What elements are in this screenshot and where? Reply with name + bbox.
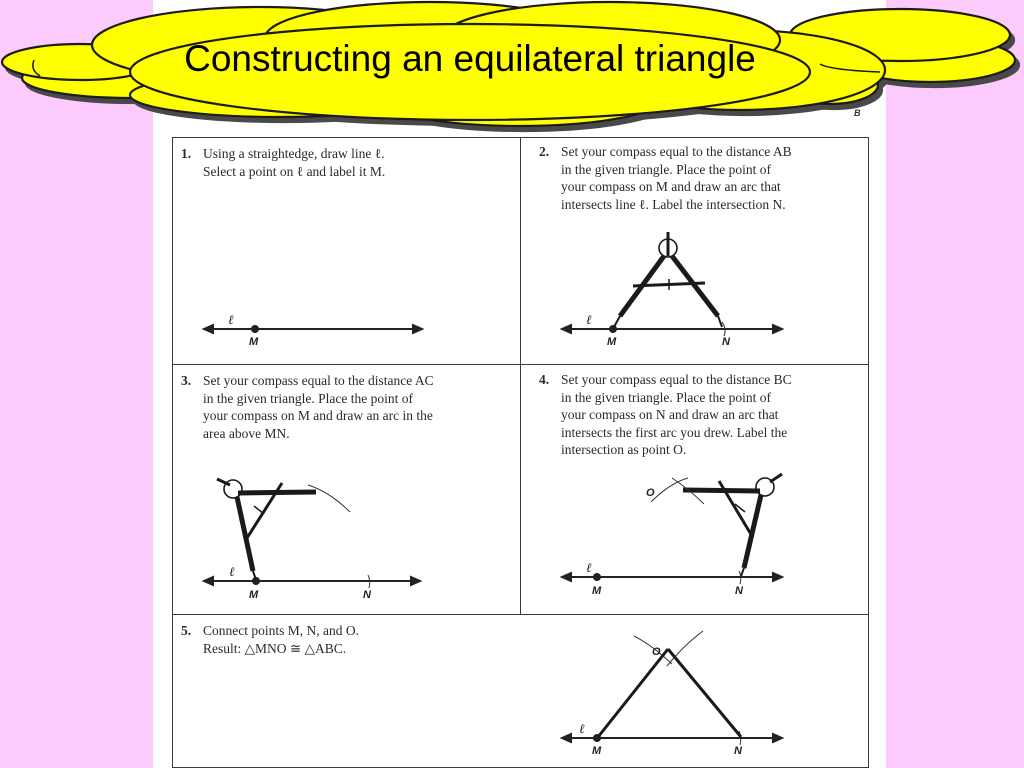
label-m: M [592,585,602,597]
step-4-number: 4. [539,372,550,387]
label-o: O [646,487,655,499]
arrow-left-icon [204,325,213,333]
label-l: ℓ [228,312,234,327]
arrow-left-icon [562,734,571,742]
arrow-right-icon [411,577,420,585]
label-l: ℓ [586,560,592,575]
label-l: ℓ [586,312,592,327]
point-m [594,574,600,580]
label-n: N [735,585,743,597]
label-n: N [734,745,742,757]
step-2-number: 2. [539,144,550,159]
label-l: ℓ [229,564,235,579]
label-l: ℓ [579,721,585,736]
step-3-instructions: Set your compass equal to the distance AC in the given triangle. Place the point of your compass on M and draw an arc in the area above MN. [203,373,434,441]
step-5-number: 5. [181,623,192,638]
compass-icon [683,474,782,576]
arrow-right-icon [773,573,782,581]
arrow-right-icon [773,734,782,742]
step-5-instructions: Connect points M, N, and O. Result: △MNO ≅ △ABC. [203,623,359,656]
corner-mark: B [854,108,861,118]
slide-title: Constructing an equilateral triangle [184,38,756,79]
point-m [252,326,258,332]
arc-first [651,478,688,502]
label-m: M [607,336,617,348]
label-n: N [722,336,730,348]
arrow-right-icon [413,325,422,333]
arrow-left-icon [204,577,213,585]
label-m: M [592,745,602,757]
label-n: N [363,589,371,601]
step-1-instructions: Using a straightedge, draw line ℓ. Select a point on ℓ and label it M. [203,146,386,179]
step-3-number: 3. [181,373,192,388]
arrow-right-icon [773,325,782,333]
step-1-number: 1. [181,146,192,161]
label-m: M [249,336,259,348]
arrow-left-icon [562,325,571,333]
label-o: O [652,646,661,658]
label-m: M [249,589,259,601]
step-2-instructions: Set your compass equal to the distance AB in the given triangle. Place the point of your compass on M and draw an arc that intersects line ℓ. Label the intersection N. [561,144,792,212]
compass-icon [614,232,722,327]
arc-top-right [667,631,703,666]
step-4-instructions: Set your compass equal to the distance BC in the given triangle. Place the point of your compass on N and draw an arc that intersects the first arc you drew. Label the intersection as point O. [561,372,792,457]
arrow-left-icon [562,573,571,581]
arc-first [308,485,350,512]
